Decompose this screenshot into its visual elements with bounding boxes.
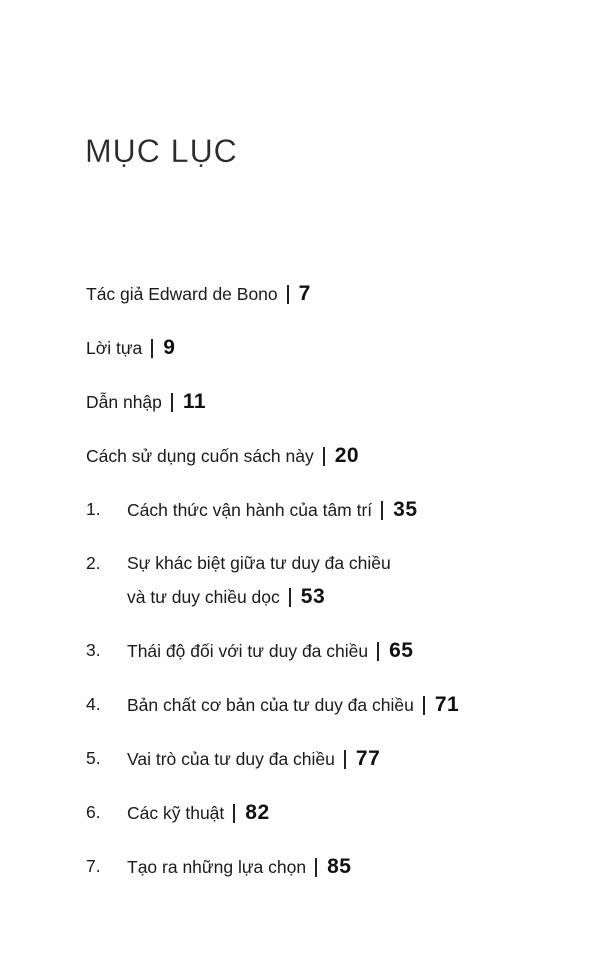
- toc-entry-body: [127, 853, 570, 881]
- page-separator-bar: [233, 804, 235, 823]
- page-separator-bar: [171, 393, 173, 412]
- toc-entry-title: Cách thức vận hành của tâm trí: [127, 500, 373, 520]
- toc-entry-line: [86, 388, 570, 416]
- toc-entry-page-number: 85: [327, 855, 352, 878]
- toc-entry-line: [86, 442, 570, 470]
- toc-entry-line: [127, 550, 570, 577]
- toc-entry-page-number: 11: [182, 390, 207, 413]
- toc-entry-title: Vai trò của tư duy đa chiều: [127, 749, 335, 769]
- toc-entry-title: Tác giả Edward de Bono: [86, 284, 278, 304]
- toc-entry-number: 3.: [86, 640, 101, 660]
- toc-entry-number: 4.: [86, 694, 101, 714]
- page-separator-bar: [151, 339, 153, 358]
- toc-entry: [86, 745, 570, 773]
- page-separator-bar: [344, 750, 346, 769]
- toc-entry-line: [86, 334, 570, 362]
- toc-entry-page-number: 71: [434, 693, 460, 716]
- toc-entry-number: 2.: [86, 553, 101, 573]
- toc-entry-title: Các kỹ thuật: [127, 803, 225, 823]
- page-separator-bar: [287, 285, 289, 304]
- toc-entry-number: 5.: [86, 748, 101, 768]
- page-separator-bar: [423, 696, 425, 715]
- toc-entry-title: Bản chất cơ bản của tư duy đa chiều: [127, 695, 414, 715]
- toc-entry-title: Lời tựa: [86, 338, 143, 358]
- toc-entry-page-number: 35: [393, 498, 418, 521]
- toc-entry-body: [127, 799, 570, 827]
- toc-entry-body: [86, 280, 570, 308]
- toc-entry-title: Sự khác biệt giữa tư duy đa chiều: [127, 553, 391, 573]
- toc-entry-line: [127, 691, 570, 719]
- toc-entry-page-number: 77: [355, 747, 381, 770]
- toc-entry-page-number: 53: [300, 585, 326, 608]
- toc-entry-body: [127, 637, 570, 665]
- toc-entry: [86, 496, 570, 524]
- toc-entry-number: 1.: [86, 499, 101, 519]
- toc-entry-body: [127, 745, 570, 773]
- toc-entry-body: [86, 388, 570, 416]
- page-separator-bar: [381, 501, 383, 520]
- toc-entry-title: Cách sử dụng cuốn sách này: [86, 446, 314, 466]
- toc-entry-page-number: 82: [245, 801, 270, 824]
- toc-entry-body: [86, 334, 570, 362]
- toc-entry-number: 7.: [86, 856, 101, 876]
- toc-entry: [86, 388, 570, 416]
- toc-entry-page-number: 20: [334, 444, 360, 467]
- toc-entry-line: [127, 853, 570, 881]
- toc-entry-body: [86, 442, 570, 470]
- toc-entry-number: 6.: [86, 802, 101, 822]
- toc-entry-title: Dẫn nhập: [86, 392, 162, 412]
- toc-entry-line: [127, 799, 570, 827]
- toc-entry: [86, 280, 570, 308]
- toc-entry-line: [127, 637, 570, 665]
- page-separator-bar: [323, 447, 325, 466]
- page-title: MỤC LỤC: [85, 133, 238, 169]
- toc-entry: [86, 550, 570, 611]
- toc-entry-line: [127, 496, 570, 524]
- toc-entry-line: [86, 280, 570, 308]
- toc-entry-title: và tư duy chiều dọc: [127, 587, 280, 607]
- toc-entry-body: [127, 691, 570, 719]
- toc-entry-page-number: 65: [389, 639, 414, 662]
- page-separator-bar: [289, 588, 291, 607]
- toc-entry-line: [127, 583, 570, 611]
- toc-entry: [86, 691, 570, 719]
- toc-entry: [86, 853, 570, 881]
- toc-entry: [86, 637, 570, 665]
- toc-list: [86, 280, 570, 907]
- toc-entry: [86, 799, 570, 827]
- toc-entry-title: Thái độ đối với tư duy đa chiều: [127, 641, 369, 661]
- toc-entry: [86, 334, 570, 362]
- toc-entry-body: [127, 550, 570, 611]
- toc-entry-title: Tạo ra những lựa chọn: [127, 857, 307, 877]
- page-separator-bar: [315, 858, 317, 877]
- toc-entry-page-number: 7: [298, 282, 311, 305]
- toc-entry-page-number: 9: [163, 336, 176, 359]
- page-separator-bar: [377, 642, 379, 661]
- toc-entry-line: [127, 745, 570, 773]
- toc-entry-body: [127, 496, 570, 524]
- toc-entry: [86, 442, 570, 470]
